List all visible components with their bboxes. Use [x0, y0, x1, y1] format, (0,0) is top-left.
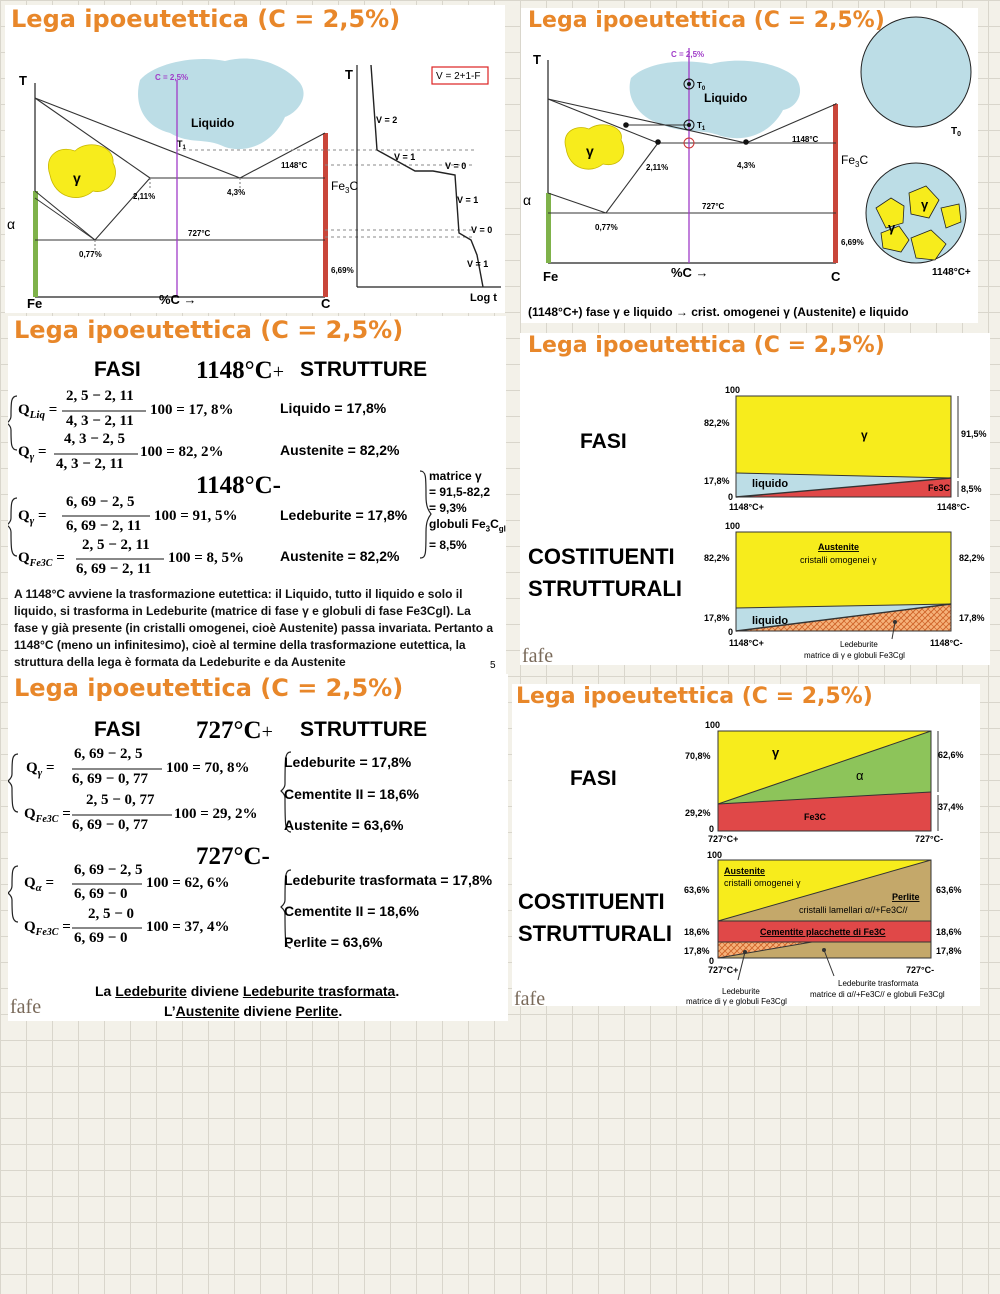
eq-q-fe3c-result: 100 = 8, 5%	[168, 550, 245, 566]
eq-q-alpha-result: 100 = 62, 6%	[146, 875, 230, 891]
fasi-heading: FASI	[94, 718, 141, 741]
eq-q-gamma-2-result: 100 = 91, 5%	[154, 508, 238, 524]
ledeburite-note: matrice γ = 91,5-82,2 = 9,3% globuli $Fe_3C_{gl}$ = 8,5%	[429, 469, 506, 553]
c2-liquido: liquido	[752, 615, 789, 627]
c2-186r: 18,6%	[936, 927, 962, 937]
c1-0: 0	[728, 492, 734, 502]
c1-178: 17,8%	[704, 476, 730, 486]
v0a-label: V = 0	[445, 161, 467, 171]
temp-heading: 727°C+	[196, 717, 273, 744]
t727-label: 727°C	[188, 229, 211, 238]
fe-label: Fe	[543, 269, 559, 284]
c2-austenite: Austenite	[818, 542, 860, 552]
c43-label: 4,3%	[737, 161, 756, 170]
c2-100: 100	[707, 850, 723, 860]
slide-lever-rule-1148	[8, 316, 506, 674]
c2-austenite: Austenite	[724, 866, 766, 876]
c211-label: 2,11%	[646, 163, 669, 172]
c1-alpha: α	[856, 768, 864, 783]
slide-title: Lega ipoeutettica (C = 2,5%)	[11, 5, 401, 33]
explanation-paragraph: A 1148°C avviene la trasformazione eutettica: il Liquido, tutto il liquido e solo il liquido, si trasforma in Ledeburite (matrice di fase γ e globuli di fase Fe3Cgl). La fase γ già presente (in cristalli omogenei, cioè Austenite) passa invariata. Pertanto a 1148°C (meno un infinitesimo), cioè al termine della trasformazione eutettica, la struttura della lega è formata da Ledeburite e da Austenite	[14, 587, 494, 669]
slide-phase-diagram-cooling	[5, 5, 505, 313]
c2-crist: cristalli omogenei γ	[724, 878, 801, 888]
v1c-label: V = 1	[467, 259, 489, 269]
v2-label: V = 2	[376, 115, 398, 125]
c2-crist: cristalli omogenei γ	[800, 555, 877, 565]
struct-ledeburite: Ledeburite = 17,8%	[284, 754, 412, 770]
eq-q-liq-result: 100 = 17, 8%	[150, 402, 234, 418]
strutture-heading: STRUTTURE	[300, 718, 428, 741]
c669-label: 6,69%	[841, 238, 864, 247]
fafe-logo: fafe	[514, 988, 546, 1006]
gamma-label: γ	[586, 143, 594, 159]
c1-right: 1148°C-	[937, 502, 970, 512]
fasi-heading: FASI	[580, 430, 627, 453]
c1-626: 62,6%	[938, 750, 964, 760]
slide-title: Lega ipoeutettica (C = 2,5%)	[528, 8, 885, 33]
eq-q-gamma-2-num: 6, 69 − 2, 5	[66, 494, 135, 510]
log-t-label: Log t	[470, 292, 497, 304]
c1-left: 727°C+	[708, 834, 739, 844]
c2-left: 727°C+	[708, 965, 739, 975]
t-axis-label: T	[533, 52, 541, 67]
c1-fe3c: Fe3C	[804, 812, 827, 822]
t0-label: $T_0$	[697, 81, 706, 92]
c1-708: 70,8%	[685, 751, 711, 761]
eq-q-gamma-num: 6, 69 − 2, 5	[74, 746, 143, 762]
c-label: C	[321, 296, 331, 311]
circle-t0-label: $T_0$	[951, 126, 962, 138]
slide-lever-rule-727	[8, 674, 508, 1021]
alpha-label: α	[523, 192, 532, 208]
eq-q-gamma: $Q_\gamma$ =	[18, 444, 47, 463]
eq-q-gamma-den: 6, 69 − 0, 77	[72, 771, 149, 787]
c1-gamma: γ	[772, 745, 780, 760]
struct-austenite-2: Austenite = 82,2%	[280, 548, 400, 564]
c1-fe3c: Fe3C	[928, 483, 951, 493]
costituenti-heading: COSTITUENTI STRUTTURALI	[518, 889, 672, 946]
c1-0: 0	[709, 824, 715, 834]
costituenti-heading: COSTITUENTI STRUTTURALI	[528, 544, 682, 601]
c2-ledeburite-desc: matrice di γ e globuli Fe3Cgl	[686, 997, 787, 1006]
caption: (1148°C+) fase γ e liquido → crist. omogenei γ (Austenite) e liquido	[528, 305, 909, 319]
c2-ledeburite-trasformata-desc: matrice di α//+Fe3C// e globuli Fe3Cgl	[810, 990, 945, 999]
slide-bar-diagrams-1148	[520, 333, 990, 665]
eq-q-fe3c-den: 6, 69 − 0, 77	[72, 817, 149, 833]
eq-q-fe3c-2-result: 100 = 37, 4%	[146, 919, 230, 935]
eq-q-gamma: $Q_\gamma$ =	[26, 760, 55, 779]
pct-c-label: %C →	[671, 265, 709, 280]
phase-diagram-2	[521, 8, 978, 323]
c1-822: 82,2%	[704, 418, 730, 428]
c2-ledeburite-desc: matrice di γ e globuli Fe3Cgl	[804, 651, 905, 660]
c2-178r: 17,8%	[959, 613, 985, 623]
eq-q-alpha-den: 6, 69 − 0	[74, 886, 128, 902]
c1-left: 1148°C+	[729, 502, 764, 512]
phase-diagram	[5, 5, 505, 313]
c2-822: 82,2%	[704, 553, 730, 563]
c1-292: 29,2%	[685, 808, 711, 818]
eq-q-fe3c-num: 2, 5 − 2, 11	[82, 537, 150, 553]
t1148-label: 1148°C	[281, 161, 308, 170]
c1-85: 8,5%	[961, 484, 982, 494]
c2-perlite-desc: cristalli lamellari α//+Fe3C//	[799, 905, 908, 915]
v0b-label: V = 0	[471, 225, 493, 235]
slide-title: Lega ipoeutettica (C = 2,5%)	[516, 684, 873, 709]
liquid-label: Liquido	[704, 91, 748, 105]
struct-liquido: Liquido = 17,8%	[280, 400, 387, 416]
c1-100: 100	[725, 385, 741, 395]
c1-915: 91,5%	[961, 429, 987, 439]
c2-left: 1148°C+	[729, 638, 764, 648]
c2-636r: 63,6%	[936, 885, 962, 895]
struct-ledeburite: Ledeburite = 17,8%	[280, 507, 408, 523]
c2-178: 17,8%	[684, 946, 710, 956]
c43-label: 4,3%	[227, 188, 246, 197]
liquid-label: Liquido	[191, 116, 235, 130]
eq-q-gamma-2: $Q_\gamma$ =	[18, 508, 47, 527]
eq-q-alpha: $Q_\alpha$ =	[24, 875, 55, 894]
page-number: 5	[490, 660, 496, 671]
struct-ledeburite-trasformata: Ledeburite trasformata = 17,8%	[284, 872, 493, 888]
eq-q-fe3c-den: 6, 69 − 2, 11	[76, 561, 152, 577]
t1148-label: 1148°C	[792, 135, 819, 144]
c2-ledeburite: Ledeburite	[722, 987, 760, 996]
eq-q-fe3c-2-num: 2, 5 − 0	[88, 906, 135, 922]
c2-perlite: Perlite	[892, 892, 920, 902]
eq-q-fe3c: $Q_{Fe3C}$ =	[18, 550, 65, 569]
eq-q-liq-den: 4, 3 − 2, 11	[66, 413, 134, 429]
temp-heading-2: 1148°C-	[196, 472, 281, 499]
fafe-logo: fafe	[522, 645, 554, 665]
c1-374: 37,4%	[938, 802, 964, 812]
v1a-label: V = 1	[394, 152, 416, 162]
c2-right: 727°C-	[906, 965, 935, 975]
c1-100: 100	[705, 720, 721, 730]
fasi-heading: FASI	[570, 767, 617, 790]
bar-diagrams	[512, 684, 980, 1006]
c077-label: 0,77%	[79, 250, 102, 259]
slide-title: Lega ipoeutettica (C = 2,5%)	[14, 674, 404, 702]
c1-gamma: γ	[861, 428, 868, 442]
eq-q-liq: $Q_{Liq}$ =	[18, 402, 58, 421]
temp-heading-2: 727°C-	[196, 843, 270, 870]
circle-temp-label: 1148°C+	[932, 267, 971, 278]
c077-label: 0,77%	[595, 223, 618, 232]
circle-gamma-1: γ	[921, 197, 929, 212]
c2-822r: 82,2%	[959, 553, 985, 563]
eq-q-fe3c-2-den: 6, 69 − 0	[74, 930, 128, 946]
struct-austenite: Austenite = 82,2%	[280, 442, 400, 458]
eq-q-gamma-2-den: 6, 69 − 2, 11	[66, 518, 142, 534]
gamma-label: γ	[73, 170, 81, 186]
c2-cementite: Cementite placchette di Fe3C	[760, 927, 886, 937]
temp-heading: 1148°C+	[196, 357, 284, 384]
c1-right: 727°C-	[915, 834, 944, 844]
strutture-heading: STRUTTURE	[300, 358, 428, 381]
t-axis-label-2: T	[345, 67, 353, 82]
c2-636: 63,6%	[684, 885, 710, 895]
struct-austenite: Austenite = 63,6%	[284, 817, 404, 833]
v1b-label: V = 1	[457, 195, 479, 205]
eq-q-liq-num: 2, 5 − 2, 11	[66, 388, 134, 404]
slide-bar-diagrams-727	[512, 684, 980, 1006]
eq-q-fe3c-num: 2, 5 − 0, 77	[86, 792, 155, 808]
fe-label: Fe	[27, 296, 43, 311]
t1-label: $T_1$	[697, 121, 706, 132]
footer-line-2: L’Austenite diviene Perlite.	[164, 1003, 343, 1019]
c2-100: 100	[725, 521, 741, 531]
struct-cementite-2: Cementite II = 18,6%	[284, 903, 420, 919]
eq-q-gamma-num: 4, 3 − 2, 5	[64, 431, 126, 447]
struct-perlite: Perlite = 63,6%	[284, 934, 383, 950]
slide-phase-diagram-microstructure	[521, 8, 978, 323]
c2-0: 0	[728, 627, 734, 637]
t727-label: 727°C	[702, 202, 725, 211]
alpha-label: α	[7, 216, 16, 232]
c2-178r: 17,8%	[936, 946, 962, 956]
composition-label: C = 2,5%	[671, 50, 705, 59]
footer-line-1: La Ledeburite diviene Ledeburite trasformata.	[95, 983, 400, 999]
c2-186: 18,6%	[684, 927, 710, 937]
pct-c-label: %C →	[159, 292, 197, 307]
c2-ledeburite: Ledeburite	[840, 640, 878, 649]
composition-label: C = 2,5%	[155, 73, 189, 82]
c211-label: 2,11%	[133, 192, 156, 201]
struct-cementite: Cementite II = 18,6%	[284, 786, 420, 802]
eq-q-fe3c: $Q_{Fe3C}$ =	[24, 806, 71, 825]
t-axis-label: T	[19, 73, 27, 88]
bar-diagrams	[520, 333, 990, 665]
c2-0: 0	[709, 956, 715, 966]
c669-label: 6,69%	[331, 266, 354, 275]
c-label: C	[831, 269, 841, 284]
eq-q-gamma-den: 4, 3 − 2, 11	[56, 456, 124, 472]
t1-label: $T_1$	[177, 139, 186, 151]
eq-q-alpha-num: 6, 69 − 2, 5	[74, 862, 143, 878]
phase-rule: V = 2+1-F	[436, 71, 481, 82]
slide-title: Lega ipoeutettica (C = 2,5%)	[528, 333, 885, 358]
fe3c-label: $Fe_3C$	[841, 153, 869, 169]
slide-title: Lega ipoeutettica (C = 2,5%)	[14, 316, 404, 344]
c1-liquido: liquido	[752, 478, 789, 490]
fasi-heading: FASI	[94, 358, 141, 381]
fafe-logo: fafe	[10, 996, 42, 1018]
eq-q-fe3c-2: $Q_{Fe3C}$ =	[24, 919, 71, 938]
eq-q-gamma-result: 100 = 82, 2%	[140, 444, 224, 460]
c2-right: 1148°C-	[930, 638, 963, 648]
eq-q-fe3c-result: 100 = 29, 2%	[174, 806, 258, 822]
circle-gamma-2: γ	[888, 220, 896, 235]
c2-178: 17,8%	[704, 613, 730, 623]
fe3c-label: $Fe_3C$	[331, 179, 359, 195]
c2-ledeburite-trasformata: Ledeburite trasformata	[838, 979, 919, 988]
eq-q-gamma-result: 100 = 70, 8%	[166, 760, 250, 776]
